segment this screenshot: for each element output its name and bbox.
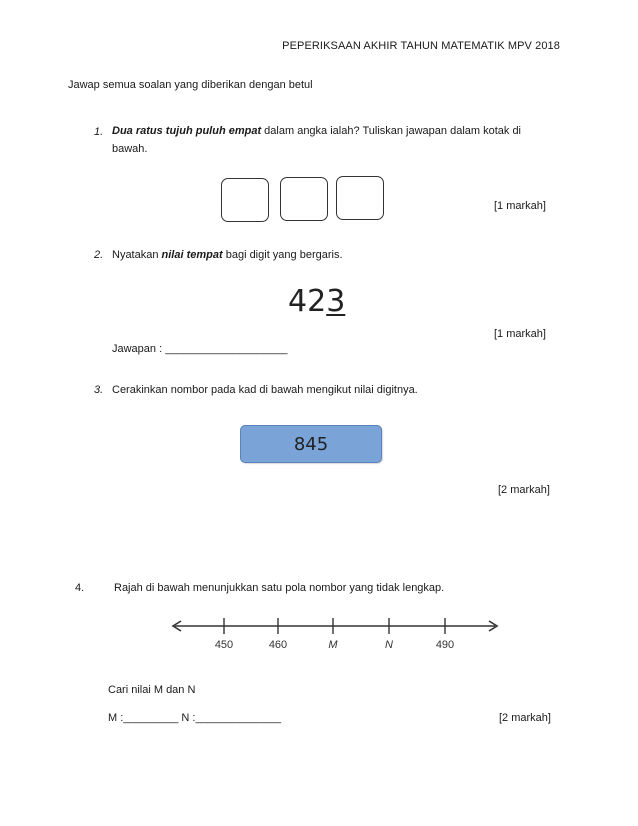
number-card <box>240 425 382 463</box>
q2-text-post: bagi digit yang bergaris. <box>222 249 343 261</box>
answer-box-3[interactable] <box>336 176 384 220</box>
number-line-label: 450 <box>214 639 234 651</box>
q2-number-prefix: 42 <box>288 284 327 319</box>
q1-marks: [1 markah] <box>494 200 546 212</box>
q2-marks: [1 markah] <box>494 328 546 340</box>
q2-number: 2. <box>94 249 104 261</box>
q3-marks: [2 markah] <box>498 484 550 496</box>
q1-number: 1. <box>94 126 104 138</box>
q3-text: Cerakinkan nombor pada kad di bawah mengikut nilai digitnya. <box>112 384 418 396</box>
q1-text-line2: bawah. <box>112 143 148 155</box>
number-card-value: 845 <box>293 433 329 455</box>
q2-number-display <box>288 284 345 319</box>
q4-text: Rajah di bawah menunjukkan satu pola nombor yang tidak lengkap. <box>114 582 445 594</box>
q4-answer-line[interactable]: M :_________ N :______________ <box>108 712 282 724</box>
answer-box-1[interactable] <box>221 178 269 222</box>
q2-text-pre: Nyatakan <box>112 249 162 261</box>
q2-bold-text: nilai tempat <box>161 249 223 261</box>
q2-answer-line[interactable]: Jawapan : ____________________ <box>112 343 288 355</box>
q1-bold-text: Dua ratus tujuh puluh empat <box>112 125 262 137</box>
page-header: PEPERIKSAAN AKHIR TAHUN MATEMATIK MPV 2018 <box>282 40 560 52</box>
q4-prompt: Cari nilai M dan N <box>108 684 196 696</box>
number-line-label: M <box>328 639 338 651</box>
q1-text-rest: dalam angka ialah? Tuliskan jawapan dalam kotak di <box>261 125 522 137</box>
q4-marks: [2 markah] <box>499 712 551 724</box>
number-line-label: 490 <box>435 639 455 651</box>
number-line-label: N <box>385 639 393 651</box>
number-line <box>165 612 505 654</box>
q1-text <box>112 122 562 158</box>
q4-number: 4. <box>75 582 85 594</box>
answer-box-2[interactable] <box>280 177 328 221</box>
number-line-label: 460 <box>268 639 288 651</box>
q2-text <box>112 249 343 261</box>
q3-number: 3. <box>94 384 104 396</box>
q2-underlined-digit: 3 <box>326 284 346 319</box>
instructions: Jawap semua soalan yang diberikan dengan betul <box>68 79 313 91</box>
